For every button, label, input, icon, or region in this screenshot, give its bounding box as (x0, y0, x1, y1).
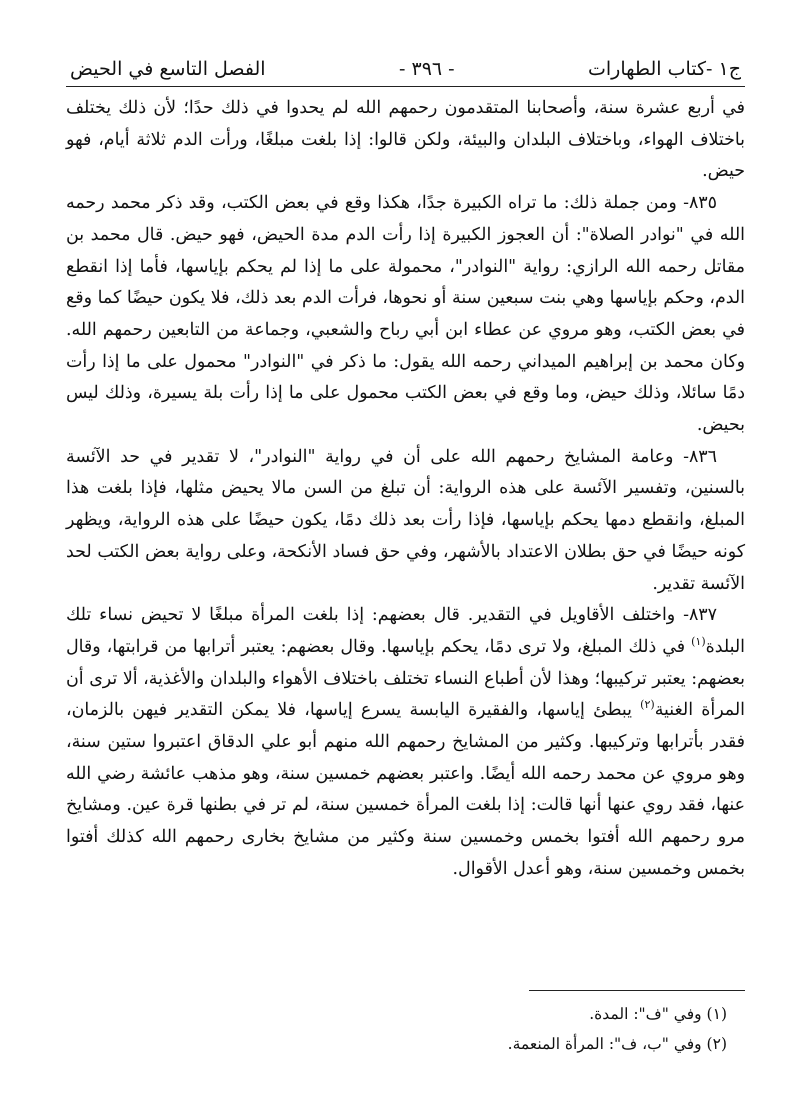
running-header (66, 56, 745, 87)
paragraph-837-part-1: ٨٣٧- واختلف الأقاويل في التقدير. قال بعضهم: إذا بلغت المرأة مبلغًا لا تحيض نساء تلك البلدة (66, 605, 745, 657)
footnote-ref-2: (٢) (640, 698, 655, 712)
paragraph-continuation: في أربع عشرة سنة، وأصحابنا المتقدمون رحمهم الله لم يحدوا في ذلك حدًا؛ لأن ذلك يختلف باختلاف الهواء، وباختلاف البلدان والبيئة، ولكن قالوا: إذا بلغت مبلغًا، ورأت الدم ثلاثة أيام، فهو حيض. (66, 98, 745, 182)
footnote-ref-1: (١) (691, 635, 706, 649)
paragraph-836: ٨٣٦- وعامة المشايخ رحمهم الله على أن في رواية "النوادر"، لا تقدير في حد الآئسة بالسنين، وتفسير الآئسة على هذه الرواية: أن تبلغ من السن مالا يحيض مثلها، فإذا بلغت هذا المبلغ، وانقطع دمها يحكم بإياسها، فإذا رأت بعد ذلك دمًا، يكون حيضًا على هذه الرواية، ويظهر كونه حيضًا في حق بطلان الاعتداد بالأشهر، وفي حق فساد الأنكحة، وعلى رواية بعض الكتب لحد الآئسة تقدير. (66, 446, 745, 594)
footnotes (66, 990, 745, 1059)
paragraph-837 (66, 600, 745, 885)
footnote-2: (٢) وفي "ب، ف": المرأة المنعمة. (507, 1035, 727, 1053)
book-title: ج١ -كتاب الطهارات (588, 58, 741, 80)
footnote-1: (١) وفي "ف": المدة. (589, 1005, 727, 1023)
main-text (66, 93, 745, 886)
paragraph-837-part-2: في ذلك المبلغ، ولا ترى دمًا، يحكم بإياسها. وقال بعضهم: يعتبر أترابها من قرابتها، وقال بعضهم: يعتبر تركيبها؛ وهذا لأن أطباع النساء تختلف باختلاف الأهواء والبلدان والأغذية، ألا ترى أن المرأة الغنية (66, 636, 745, 721)
page-number: - ٣٩٦ - (399, 58, 455, 80)
paragraph-835: ٨٣٥- ومن جملة ذلك: ما تراه الكبيرة جدًا، هكذا وقع في بعض الكتب، وقد ذكر محمد رحمه الله في "نوادر الصلاة": أن العجوز الكبيرة إذا رأت الدم مدة الحيض، فهو حيض. قال محمد بن مقاتل رحمه الله الرازي: رواية "النوادر"، محمولة على ما إذا لم يحكم بإياسها، فأما إذا انقطع الدم، وحكم بإياسها وهي بنت سبعين سنة أو نحوها، فرأت الدم بعد ذلك، فلا يكون حيضًا كما وقع في بعض الكتب، وهو مروي عن عطاء ابن أبي رباح والشعبي، وجماعة من التابعين رحمهم الله. وكان محمد بن إبراهيم الميداني رحمه الله يقول: ما ذكر في "النوادر" محمول على ما إذا رأت دمًا سائلا، وذلك حيض، وما وقع في بعض الكتب محمول على ما إذا رأت بلة يسيرة، وذلك ليس بحيض. (66, 193, 745, 436)
footnote-divider (529, 990, 745, 991)
chapter-title: الفصل التاسع في الحيض (70, 58, 266, 80)
paragraph-837-part-3: يبطئ إياسها، والفقيرة اليابسة يسرع إياسها، فلا يمكن التقدير فيهن بالزمان، فقدر بأترابها وتركيبها. وكثير من المشايخ رحمهم الله منهم أبو علي الدقاق اعتبروا ستين سنة، وهو مروي عن محمد رحمه الله أيضًا. واعتبر بعضهم خمسين سنة، وهو مذهب عائشة رضي الله عنها، فقد روي عنها أنها قالت: إذا بلغت المرأة خمسين سنة، لم تر في بطنها قرة عين. ومشايخ مرو رحمهم الله أفتوا بخمس وخمسين سنة وكثير من مشايخ بخارى رحمهم الله كذلك أفتوا بخمس وخمسين سنة، وهو أعدل الأقوال. (66, 700, 745, 879)
